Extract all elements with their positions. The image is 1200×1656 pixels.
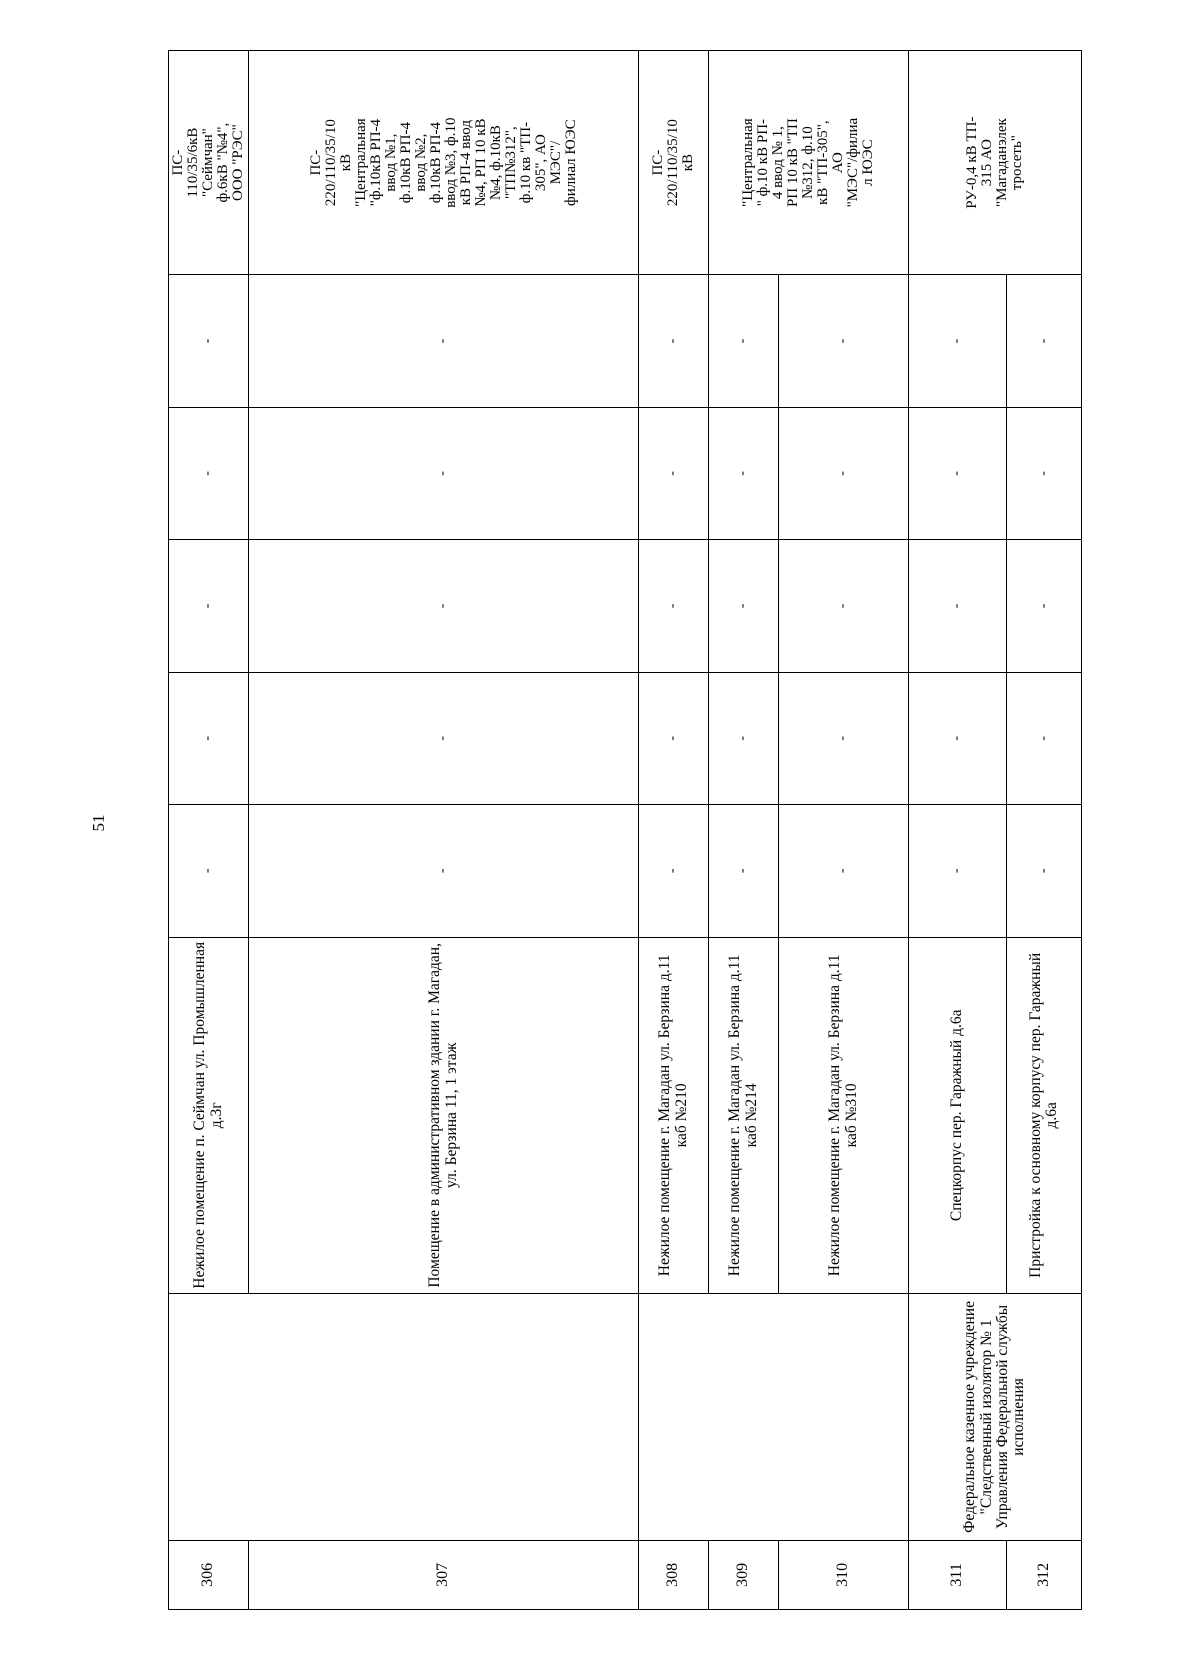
- dash-cell: -: [639, 672, 709, 804]
- dash-cell: -: [169, 540, 249, 672]
- dash-cell: -: [709, 540, 779, 672]
- dash-cell: -: [779, 805, 909, 937]
- dash-cell: -: [909, 672, 1007, 804]
- dash-cell: -: [1007, 275, 1082, 407]
- object-cell: Нежилое помещение г. Магадан ул. Берзина д.11 каб №310: [779, 937, 909, 1294]
- source-line: кВ: [337, 153, 354, 172]
- source-line: АО: [830, 152, 846, 174]
- dash-cell: -: [639, 540, 709, 672]
- source-line: №312, ф.10: [800, 126, 816, 200]
- dash-cell: -: [779, 407, 909, 539]
- row-number: 306: [169, 1540, 249, 1609]
- object-cell: Нежилое помещение г. Магадан ул. Берзина д.11 каб №214: [709, 937, 779, 1294]
- dash-cell: -: [779, 672, 909, 804]
- source-line: " ф.10 кВ РП-: [755, 118, 771, 207]
- source-line: "МЭС"/филиа: [845, 117, 861, 208]
- dash-cell: -: [639, 407, 709, 539]
- source-line: кВ РП-4 ввод: [457, 120, 474, 206]
- source-line: 110/35/6кВ: [185, 127, 201, 198]
- dash-cell: -: [169, 407, 249, 539]
- dash-cell: -: [249, 540, 639, 672]
- rotated-page: [168, 50, 1076, 1610]
- dash-cell: -: [909, 275, 1007, 407]
- dash-cell: -: [909, 805, 1007, 937]
- dash-cell: -: [909, 407, 1007, 539]
- table-row: [909, 51, 1007, 1610]
- dash-cell: -: [1007, 672, 1082, 804]
- consumers-table: [168, 50, 1082, 1610]
- dash-cell: -: [709, 672, 779, 804]
- source-line: ф.6кВ "№4",: [215, 122, 231, 203]
- power-source-cell: [909, 51, 1082, 275]
- power-source-cell: [249, 51, 639, 275]
- source-line: кВ "ТП-305",: [815, 120, 831, 205]
- row-number: 308: [639, 1540, 709, 1609]
- dash-cell: -: [249, 275, 639, 407]
- object-cell: Нежилое помещение г. Магадан ул. Берзина д.11 каб №210: [639, 937, 709, 1294]
- dash-cell: -: [709, 275, 779, 407]
- source-line: 4 ввод № 1,: [770, 126, 786, 200]
- source-line: ввод №3, ф.10: [442, 117, 459, 208]
- table-row: [169, 51, 249, 1610]
- page-number: 51: [89, 814, 108, 832]
- source-line: тросеть": [1009, 135, 1025, 191]
- source-line: кВ: [680, 153, 696, 172]
- object-cell: Помещение в административном здании г. Магадан, ул. Берзина 11, 1 этаж: [249, 937, 639, 1294]
- dash-cell: -: [779, 540, 909, 672]
- row-number: 309: [709, 1540, 779, 1609]
- source-line: ввод №1,: [382, 133, 399, 192]
- dash-cell: -: [909, 540, 1007, 672]
- source-line: "ф.10кВ РП-4: [367, 118, 384, 207]
- source-line: филиал ЮЭС: [562, 119, 579, 206]
- dash-cell: -: [169, 275, 249, 407]
- source-line: ввод №2,: [412, 133, 429, 192]
- dash-cell: -: [1007, 407, 1082, 539]
- dash-cell: -: [1007, 540, 1082, 672]
- source-line: ООО "РЭС": [230, 124, 246, 201]
- source-line: ПС-: [650, 149, 666, 176]
- dash-cell: -: [169, 805, 249, 937]
- dash-cell: -: [639, 275, 709, 407]
- source-line: ф.10 кв "ТП-: [517, 121, 534, 204]
- row-number: 311: [909, 1540, 1007, 1609]
- source-line: МЭС"/: [547, 140, 564, 185]
- source-line: 220/110/35/10: [665, 119, 681, 207]
- source-line: 315 АО: [979, 139, 995, 187]
- source-line: ф.10кВ РП-4: [427, 122, 444, 204]
- organization-cell: Федеральное казенное учреждение "Следственный изолятор № 1 Управления Федеральной службы исполнения: [909, 1294, 1082, 1541]
- dash-cell: -: [249, 805, 639, 937]
- row-number: 307: [249, 1540, 639, 1609]
- dash-cell: -: [709, 805, 779, 937]
- dash-cell: -: [709, 407, 779, 539]
- source-line: РУ-0,4 кВ ТП-: [964, 116, 980, 209]
- power-source-cell: [169, 51, 249, 275]
- source-line: л ЮЭС: [860, 139, 876, 186]
- power-source-cell: [639, 51, 709, 275]
- source-line: "Центральная: [740, 118, 756, 207]
- source-line: ф.10кВ РП-4: [397, 122, 414, 204]
- source-line: "Магаданэлек: [994, 118, 1010, 208]
- row-number: 312: [1007, 1540, 1082, 1609]
- source-line: "ТП№312",: [502, 126, 519, 200]
- dash-cell: -: [639, 805, 709, 937]
- table-row: [639, 51, 709, 1610]
- dash-cell: -: [1007, 805, 1082, 937]
- object-cell: Нежилое помещение п. Сеймчан ул. Промышленная д.3г: [169, 937, 249, 1294]
- source-line: 305", АО: [532, 134, 549, 192]
- dash-cell: -: [249, 672, 639, 804]
- source-line: "Сеймчан": [200, 128, 216, 198]
- power-source-cell: [709, 51, 909, 275]
- dash-cell: -: [779, 275, 909, 407]
- object-cell: Пристройка к основному корпусу пер. Гаражный д.6а: [1007, 937, 1082, 1294]
- object-cell: Спецкорпус пер. Гаражный д.6а: [909, 937, 1007, 1294]
- source-line: РП 10 кВ "ТП: [785, 118, 801, 208]
- source-line: №4, РП 10 кВ: [472, 118, 489, 207]
- row-number: 310: [779, 1540, 909, 1609]
- source-line: ПС-: [307, 149, 324, 176]
- source-line: ПС-: [170, 149, 186, 176]
- dash-cell: -: [249, 407, 639, 539]
- organization-cell: [169, 1294, 639, 1541]
- organization-cell: [639, 1294, 909, 1541]
- dash-cell: -: [169, 672, 249, 804]
- source-line: 220/110/35/10: [322, 119, 339, 207]
- source-line: №4, ф.10кВ: [487, 125, 504, 201]
- source-line: "Центральная: [352, 118, 369, 207]
